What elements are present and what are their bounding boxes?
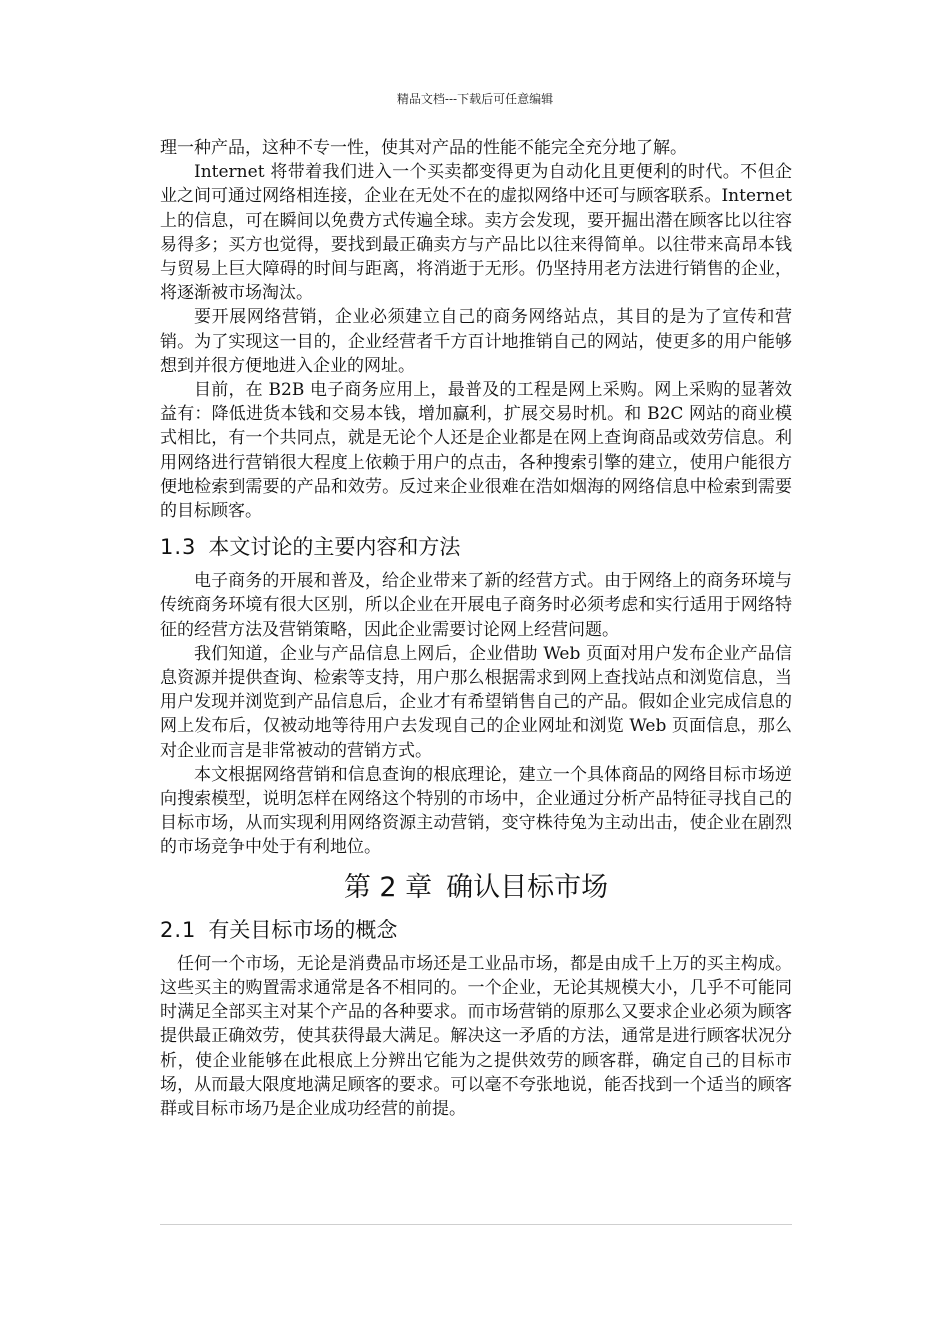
paragraph: 要开展网络营销，企业必须建立自己的商务网络站点，其目的是为了宣传和营销。为了实现这一目的，企业经营者千方百计地推销自己的网站，使更多的用户能够想到并很方便地进入企业的网址。 — [160, 307, 792, 376]
document-body — [160, 136, 792, 1121]
paragraph: 任何一个市场，无论是消费品市场还是工业品市场，都是由成千上万的买主构成。这些买主的购置需求通常是各不相同的。一个企业，无论其规模大小，几乎不可能同时满足全部买主对某个产品的各种要求。而市场营销的原那么又要求企业必须为顾客提供最正确效劳，使其获得最大满足。解决这一矛盾的方法，通常是进行顾客状况分析，使企业能够在此根底上分辨出它能为之提供效劳的顾客群，确定自己的目标市场，从而最大限度地满足顾客的要求。可以毫不夸张地说，能否找到一个适当的顾客群或目标市场乃是企业成功经营的前提。 — [160, 953, 792, 1119]
page-header: 精品文档---下载后可任意编辑 — [396, 92, 554, 106]
section-title: 有关目标市场的概念 — [208, 917, 398, 942]
paragraph: 理一种产品，这种不专一性，使其对产品的性能不能完全充分地了解。 — [160, 138, 687, 158]
paragraph: 本文根据网络营销和信息查询的根底理论，建立一个具体商品的网络目标市场逆向搜索模型，说明怎样在网络这个特别的市场中，企业通过分析产品特征寻找自己的目标市场，从而实现利用网络资源主动营销，变守株待兔为主动出击，使企业在剧烈的市场竞争中处于有利地位。 — [160, 764, 792, 858]
footer-divider — [160, 1224, 792, 1225]
section-heading-2-1 — [160, 916, 792, 944]
paragraph: Internet 将带着我们进入一个买卖都变得更为自动化且更便利的时代。不但企业之间可通过网络相连接，企业在无处不在的虚拟网络中还可与顾客联系。Internet 上的信息，可在瞬间以免费方式传遍全球。卖方会发现，要开掘出潜在顾客比以往容易得多；买方也觉得，要找到最正确卖方与产品比以往来得简单。以往带来高昂本钱与贸易上巨大障碍的时间与距离，将消逝于无形。仍坚持用老方法进行销售的企业，将逐渐被市场淘汰。 — [160, 162, 792, 304]
paragraph: 目前，在 B2B 电子商务应用上，最普及的工程是网上采购。网上采购的显著效益有：降低进货本钱和交易本钱，增加赢利，扩展交易时机。和 B2C 网站的商业模式相比，有一个共同点，就是无论个人还是企业都是在网上查询商品或效劳信息。利用网络进行营销很大程度上依赖于用户的点击，各种搜索引擎的建立，使用户能很方便地检索到需要的产品和效劳。反过来企业很难在浩如烟海的网络信息中检索到需要的目标顾客。 — [160, 380, 792, 522]
section-number: 2.1 — [160, 917, 197, 942]
chapter-heading — [160, 870, 792, 906]
section-number: 1.3 — [160, 535, 197, 560]
chapter-title: 确认目标市场 — [446, 871, 609, 903]
chapter-number: 第 2 章 — [343, 871, 433, 903]
paragraph: 我们知道，企业与产品信息上网后，企业借助 Web 页面对用户发布企业产品信息资源并提供查询、检索等支持，用户那么根据需求到网上查找站点和浏览信息，当用户发现并浏览到产品信息后，企业才有希望销售自己的产品。假如企业完成信息的网上发布后，仅被动地等待用户去发现自己的企业网址和浏览 Web 页面信息，那么对企业而言是非常被动的营销方式。 — [160, 643, 792, 761]
section-heading-1-3 — [160, 533, 792, 561]
paragraph: 电子商务的开展和普及，给企业带来了新的经营方式。由于网络上的商务环境与传统商务环境有很大区别，所以企业在开展电子商务时必须考虑和实行适用于网络特征的经营方法及营销策略，因此企业需要讨论网上经营问题。 — [160, 571, 792, 640]
section-title: 本文讨论的主要内容和方法 — [208, 535, 461, 560]
